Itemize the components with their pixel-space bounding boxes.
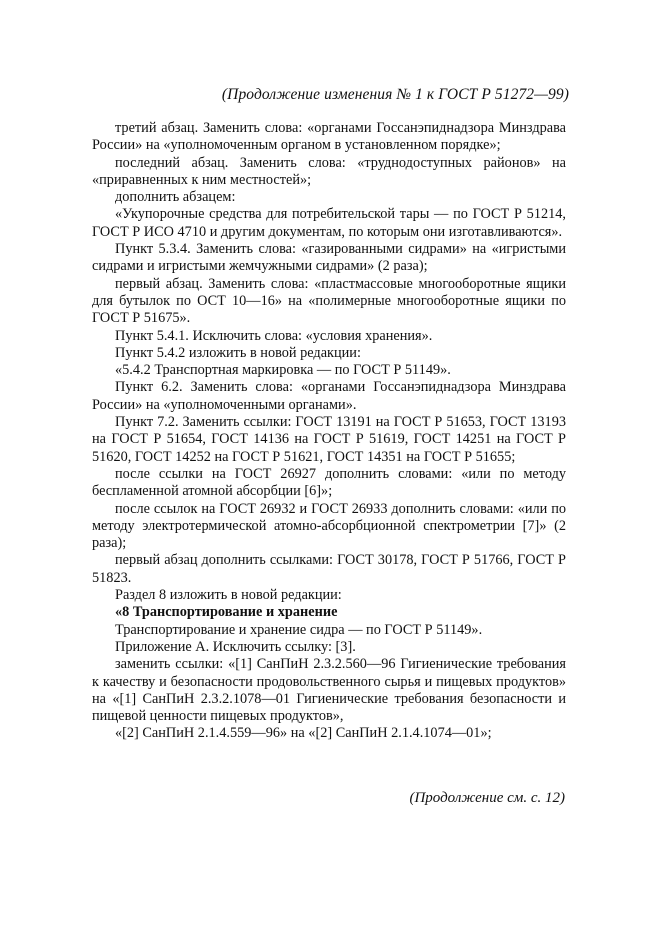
paragraph-add-abzac: дополнить абзацем: [115,189,236,206]
paragraph-appendix-a: Приложение А. Исключить ссылку: [3]. [115,638,356,655]
paragraph-first-abzac-boxes: первый абзац. Заменить слова: «пластмассовые многооборотные ящики для бутылок по ОСТ 10—16» на «полимерные многооборотные ящики по ГОСТ Р 51675». [92,275,566,327]
paragraph-section-8: Раздел 8 изложить в новой редакции: [115,587,342,604]
paragraph-gost-26932: после ссылок на ГОСТ 26932 и ГОСТ 26933 дополнить словами: «или по методу электротермической атомно-абсорбционной спектрометрии [7]» (2 раза); [92,500,566,552]
paragraph-item-5-3-4: Пункт 5.3.4. Заменить слова: «газированными сидрами» на «игристыми сидрами и игристыми жемчужными сидрами» (2 раза); [92,241,566,275]
amendment-body [92,120,566,743]
paragraph-closures: «Укупорочные средства для потребительской тары — по ГОСТ Р 51214, ГОСТ Р ИСО 4710 и другим документам, по которым они изготавливаются». [92,206,566,240]
section-8-heading: «8 Транспортирование и хранение [115,604,338,621]
paragraph-item-5-4-2: Пункт 5.4.2 изложить в новой редакции: [115,344,361,361]
paragraph-gost-26927: после ссылки на ГОСТ 26927 дополнить словами: «или по методу беспламенной атомной абсорбции [6]»; [92,465,566,500]
paragraph-first-abzac-refs: первый абзац дополнить ссылками: ГОСТ 30178, ГОСТ Р 51766, ГОСТ Р 51823. [92,552,566,586]
paragraph-sanpin-2: «[2] СанПиН 2.1.4.559—96» на «[2] СанПиН 2.1.4.1074—01»; [115,725,492,742]
paragraph-item-7-2: Пункт 7.2. Заменить ссылки: ГОСТ 13191 на ГОСТ Р 51653, ГОСТ 13193 на ГОСТ Р 51654, ГОСТ 14136 на ГОСТ Р 51619, ГОСТ 14251 на ГОСТ Р 51620, ГОСТ 14252 на ГОСТ Р 51621, ГОСТ 14351 на ГОСТ Р 51655; [92,414,566,465]
paragraph-transport-storage: Транспортирование и хранение сидра — по ГОСТ Р 51149». [115,621,483,638]
paragraph-third-abzac: третий абзац. Заменить слова: «органами Госсанэпиднадзора Минздрава России» на «уполномоченным органом в установленном порядке»; [92,120,566,154]
paragraph-last-abzac: последний абзац. Заменить слова: «труднодоступных районов» на «приравненных к ним местностей»; [92,154,566,188]
paragraph-item-5-4-1: Пункт 5.4.1. Исключить слова: «условия хранения». [115,327,433,344]
continuation-header: (Продолжение изменения № 1 к ГОСТ Р 51272—99) [221,86,569,103]
paragraph-item-6-2: Пункт 6.2. Заменить слова: «органами Госсанэпиднадзора Минздрава России» на «уполномоченными органами». [92,379,566,413]
paragraph-replace-refs: заменить ссылки: «[1] СанПиН 2.3.2.560—96 Гигиенические требования к качеству и безопасности продовольственного сырья и пищевых продуктов» на «[1] СанПиН 2.3.2.1078—01 Гигиенические требования безопасности и пищевой ценности пищевых продуктов», [92,656,566,725]
continuation-footer: (Продолжение см. с. 12) [409,790,565,806]
paragraph-item-5-4-2-text: «5.4.2 Транспортная маркировка — по ГОСТ Р 51149». [115,362,451,379]
